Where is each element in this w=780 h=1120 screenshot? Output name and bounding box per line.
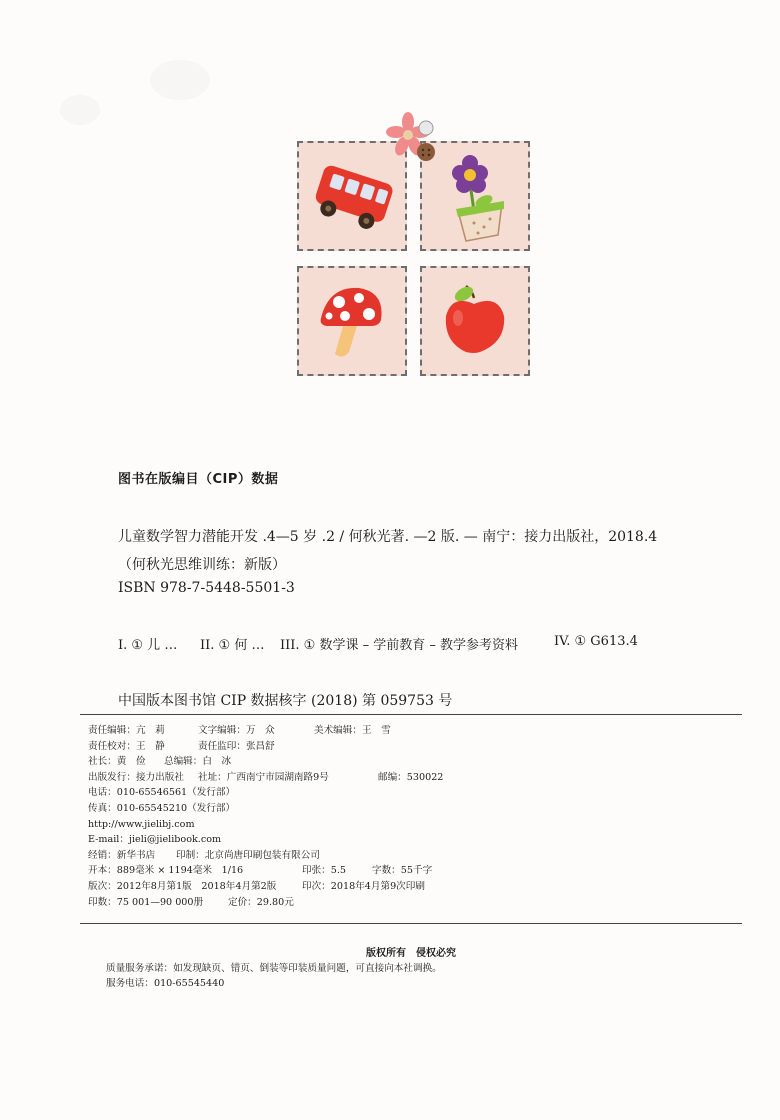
credits-row xyxy=(88,863,738,879)
cip-heading: 图书在版编目（CIP）数据 xyxy=(118,472,279,487)
copyright-notice: 版权所有 侵权必究 xyxy=(366,948,456,959)
credits-row xyxy=(88,785,738,801)
credit-art-editor: 美术编辑：王 雪 xyxy=(314,725,391,736)
credit-proofreader: 责任校对：王 静 xyxy=(88,740,165,752)
credit-president: 社长：黄 俭 xyxy=(88,756,146,768)
credit-email: E-mail：jieli@jielibook.com xyxy=(88,834,222,846)
credits-row xyxy=(88,817,738,833)
credits-row xyxy=(88,739,738,755)
credit-format: 开本：889毫米 × 1194毫米 1/16 xyxy=(88,865,244,877)
credits-row xyxy=(88,879,738,895)
credits-row xyxy=(88,801,738,817)
credits-row xyxy=(88,848,738,864)
mushroom-icon xyxy=(299,268,405,374)
credit-sheets: 印张：5.5 xyxy=(302,865,347,877)
credit-postcode: 邮编：530022 xyxy=(378,771,444,783)
credit-fax: 传真：010-65545210（发行部） xyxy=(88,802,236,814)
credit-printer: 印制：北京尚唐印刷包装有限公司 xyxy=(176,849,320,861)
credits-row xyxy=(88,770,738,786)
divider xyxy=(80,923,742,924)
credit-website: http://www.jielibj.com xyxy=(88,818,195,830)
credit-edition: 版次：2012年8月第1版 2018年4月第2版 xyxy=(88,880,277,892)
credits-row xyxy=(88,895,738,911)
background-smudge xyxy=(60,95,100,125)
credit-printing: 印次：2018年4月第9次印刷 xyxy=(302,880,425,892)
credit-text-editor: 文字编辑：万 众 xyxy=(198,725,275,736)
classification-item: III. ① 数学课 – 学前教育 – 教学参考资料 xyxy=(280,638,518,653)
cip-entry: 儿童数学智力潜能开发 .4—5 岁 .2 / 何秋光著. —2 版. — 南宁：接力出版社，2018.4 xyxy=(118,529,658,545)
credits-row xyxy=(88,723,738,739)
divider xyxy=(80,714,742,715)
isbn: ISBN 978-7-5448-5501-3 xyxy=(118,580,295,596)
tile-apple xyxy=(420,266,530,376)
credit-word-count: 字数：55千字 xyxy=(372,865,433,877)
service-promise: 质量服务承诺：如发现缺页、错页、倒装等印装质量问题，可直接向本社调换。 xyxy=(106,963,442,974)
credit-address: 社址：广西南宁市园湖南路9号 xyxy=(198,771,329,783)
apple-icon xyxy=(422,268,528,374)
classification-item: IV. ① G613.4 xyxy=(554,634,638,649)
credit-distributor: 经销：新华书店 xyxy=(88,849,156,861)
cip-record-number: 中国版本图书馆 CIP 数据核字 (2018) 第 059753 号 xyxy=(118,693,453,709)
tile-mushroom xyxy=(297,266,407,376)
credits-block xyxy=(88,723,738,910)
credit-publisher: 出版发行：接力出版社 xyxy=(88,771,184,783)
background-smudge xyxy=(150,60,210,100)
service-phone: 服务电话：010-65545440 xyxy=(106,978,225,989)
classification-item: II. ① 何 … xyxy=(200,638,265,653)
credit-editor: 责任编辑：亢 莉 xyxy=(88,725,165,736)
credits-row xyxy=(88,754,738,770)
credit-print-supervisor: 责任监印：张昌舒 xyxy=(198,740,275,752)
credit-phone: 电话：010-65546561（发行部） xyxy=(88,787,236,799)
credit-print-run: 印数：75 001—90 000册 xyxy=(88,896,204,908)
cip-series: （何秋光思维训练：新版） xyxy=(118,557,286,573)
credit-price: 定价：29.80元 xyxy=(228,896,294,908)
flower-button-icon xyxy=(382,110,442,170)
credits-row xyxy=(88,832,738,848)
credit-chief-editor: 总编辑：白 冰 xyxy=(164,756,232,768)
classification-item: I. ① 儿 … xyxy=(118,638,178,653)
